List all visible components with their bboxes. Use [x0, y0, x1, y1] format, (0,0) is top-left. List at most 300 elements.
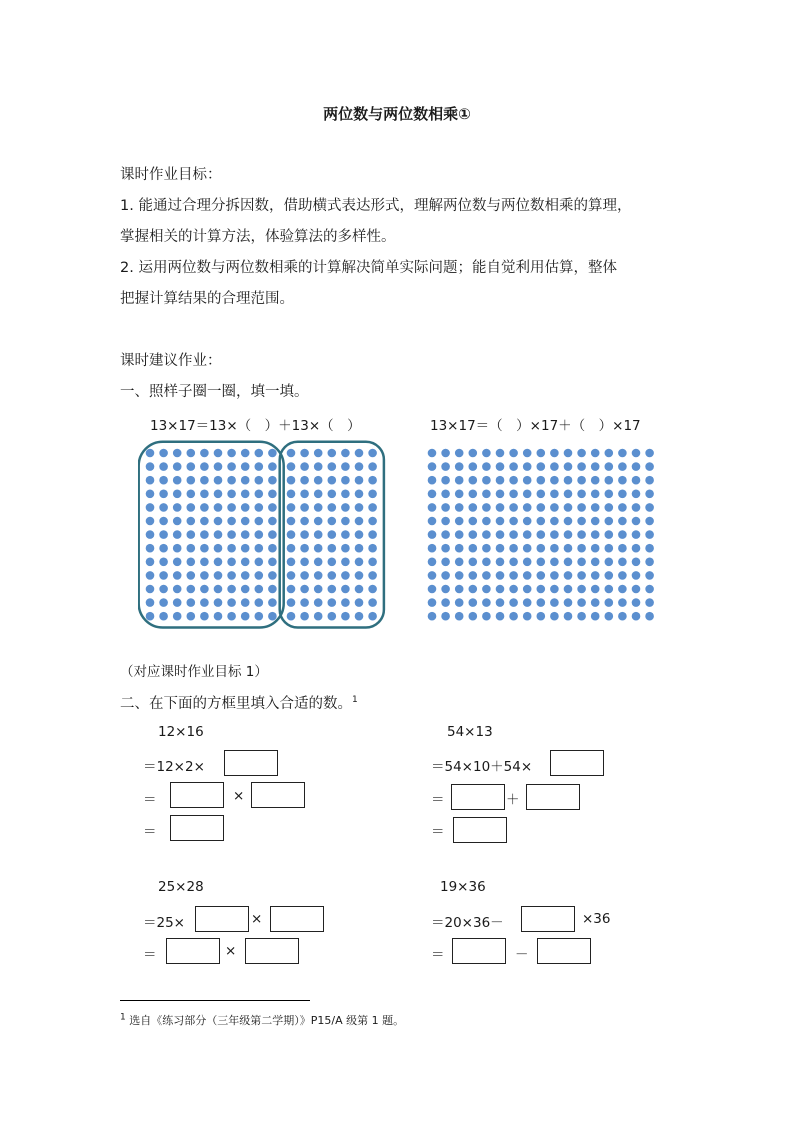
dot: [577, 449, 586, 458]
dot: [496, 544, 505, 553]
dot: [441, 476, 450, 485]
left-dot-grid: [138, 440, 394, 640]
dot: [537, 585, 546, 594]
dot: [482, 530, 491, 539]
dot: [550, 585, 559, 594]
dot: [496, 585, 505, 594]
suggested-heading: 课时建议作业：: [120, 353, 222, 369]
dot: [496, 612, 505, 621]
p4-answer-box-1[interactable]: [521, 906, 575, 932]
p2-line3-equals: ＝: [431, 824, 445, 840]
dot: [455, 544, 464, 553]
dot: [200, 449, 209, 458]
dot: [550, 517, 559, 526]
dot: [187, 517, 196, 526]
dot: [173, 490, 182, 499]
dot: [632, 517, 641, 526]
dot: [173, 585, 182, 594]
dot: [523, 544, 532, 553]
dot: [328, 612, 337, 621]
p2-line1-text: ＝54×10＋54×: [431, 759, 533, 775]
dot: [496, 558, 505, 567]
dot: [328, 476, 337, 485]
p1-line3-equals: ＝: [143, 824, 157, 840]
dot: [605, 517, 614, 526]
dot: [645, 571, 654, 580]
dot: [469, 490, 478, 499]
dot: [241, 517, 250, 526]
dot: [328, 530, 337, 539]
dot: [287, 530, 296, 539]
dot: [355, 449, 364, 458]
dot: [173, 530, 182, 539]
dot: [645, 490, 654, 499]
dot: [618, 517, 627, 526]
dot: [300, 585, 309, 594]
dot: [146, 503, 155, 512]
dot: [605, 490, 614, 499]
dot: [255, 571, 264, 580]
dot: [482, 585, 491, 594]
p4-line1-text: ＝20×36－: [431, 915, 504, 931]
dot: [605, 476, 614, 485]
dot: [287, 598, 296, 607]
dot: [173, 503, 182, 512]
footnote: [120, 1012, 404, 1028]
dot: [618, 490, 627, 499]
dot: [645, 544, 654, 553]
dot: [255, 503, 264, 512]
dot: [255, 612, 264, 621]
dot: [618, 449, 627, 458]
dot: [564, 585, 573, 594]
dot: [550, 571, 559, 580]
dot: [255, 598, 264, 607]
dot: [509, 462, 518, 471]
dot: [268, 490, 277, 499]
dot: [146, 517, 155, 526]
dot: [564, 544, 573, 553]
dot: [509, 490, 518, 499]
p1-answer-box-2[interactable]: [170, 782, 224, 808]
dot: [355, 503, 364, 512]
dot: [441, 517, 450, 526]
dot: [469, 517, 478, 526]
goals-heading: 课时作业目标：: [120, 167, 222, 183]
p3-line2-equals: ＝: [143, 947, 157, 963]
dot: [268, 558, 277, 567]
dot: [341, 598, 350, 607]
dot: [455, 585, 464, 594]
dot: [214, 517, 223, 526]
dot: [441, 462, 450, 471]
dot: [146, 462, 155, 471]
dot: [268, 449, 277, 458]
dot: [214, 544, 223, 553]
dot: [645, 517, 654, 526]
dot: [214, 571, 223, 580]
dot: [255, 544, 264, 553]
p2-answer-box-4[interactable]: [453, 817, 507, 843]
dot: [523, 598, 532, 607]
dot: [300, 517, 309, 526]
dot: [227, 571, 236, 580]
dot: [241, 544, 250, 553]
dot: [428, 490, 437, 499]
dot: [314, 449, 323, 458]
dot: [173, 558, 182, 567]
dot: [173, 612, 182, 621]
dot: [441, 503, 450, 512]
dot: [300, 490, 309, 499]
dot: [368, 517, 377, 526]
dot: [550, 449, 559, 458]
dot: [355, 476, 364, 485]
dot: [591, 503, 600, 512]
dot: [509, 544, 518, 553]
dot: [287, 612, 296, 621]
dot: [200, 490, 209, 499]
dot: [441, 585, 450, 594]
dot: [227, 517, 236, 526]
dot: [341, 476, 350, 485]
dot: [482, 571, 491, 580]
dot: [287, 449, 296, 458]
dot: [591, 530, 600, 539]
dot: [509, 449, 518, 458]
dot: [187, 503, 196, 512]
dot: [577, 585, 586, 594]
dot: [523, 503, 532, 512]
p3-answer-box-4[interactable]: [245, 938, 299, 964]
dot: [537, 517, 546, 526]
dot: [496, 530, 505, 539]
dot: [159, 558, 168, 567]
dot: [469, 476, 478, 485]
dot: [550, 462, 559, 471]
dot: [214, 558, 223, 567]
dot: [632, 571, 641, 580]
dot: [645, 476, 654, 485]
dot: [645, 530, 654, 539]
dot: [537, 476, 546, 485]
dot: [605, 612, 614, 621]
q1-left-formula: 13×17＝13×（ ）＋13×（ ）: [150, 418, 361, 434]
dot: [564, 462, 573, 471]
dot: [227, 462, 236, 471]
dot: [537, 612, 546, 621]
dot: [227, 530, 236, 539]
dot: [159, 462, 168, 471]
dot: [428, 503, 437, 512]
dot: [455, 462, 464, 471]
dot: [159, 544, 168, 553]
p3-answer-box-1[interactable]: [195, 906, 249, 932]
dot: [469, 544, 478, 553]
dot: [482, 544, 491, 553]
dot: [564, 598, 573, 607]
dot: [159, 490, 168, 499]
dot: [368, 612, 377, 621]
dot: [591, 558, 600, 567]
dot: [287, 490, 296, 499]
dot: [146, 490, 155, 499]
dot: [482, 490, 491, 499]
dot: [214, 476, 223, 485]
dot: [469, 503, 478, 512]
dot: [455, 558, 464, 567]
dot: [200, 517, 209, 526]
p1-answer-box-4[interactable]: [170, 815, 224, 841]
dot: [605, 530, 614, 539]
dot: [328, 585, 337, 594]
dot: [496, 571, 505, 580]
q2-heading: 二、在下面的方框里填入合适的数。$^1$: [120, 695, 358, 712]
dot: [355, 517, 364, 526]
dot: [159, 585, 168, 594]
dot: [618, 462, 627, 471]
dot: [469, 558, 478, 567]
dot: [591, 449, 600, 458]
dot: [455, 503, 464, 512]
dot: [523, 585, 532, 594]
dot: [214, 490, 223, 499]
dot: [241, 462, 250, 471]
dot: [146, 530, 155, 539]
dot: [355, 612, 364, 621]
dot: [564, 503, 573, 512]
dot: [564, 449, 573, 458]
dot: [428, 544, 437, 553]
dot: [368, 598, 377, 607]
p1-line2-operator: ×: [233, 788, 245, 804]
dot: [200, 585, 209, 594]
dot: [268, 530, 277, 539]
dot: [146, 449, 155, 458]
dot: [255, 558, 264, 567]
goal-line-2: 掌握相关的计算方法，体验算法的多样性。: [120, 229, 396, 245]
dot: [214, 598, 223, 607]
dot: [341, 571, 350, 580]
p2-answer-box-2[interactable]: [451, 784, 505, 810]
right-dot-grid: [420, 440, 676, 630]
dot: [227, 490, 236, 499]
dot: [632, 449, 641, 458]
dot: [300, 612, 309, 621]
dot: [300, 571, 309, 580]
dot: [200, 530, 209, 539]
dot: [214, 612, 223, 621]
dot: [428, 517, 437, 526]
dot: [187, 462, 196, 471]
dot: [564, 571, 573, 580]
p4-line2-operator: －: [515, 947, 529, 963]
dot: [618, 558, 627, 567]
dot: [268, 571, 277, 580]
dot: [482, 476, 491, 485]
dot: [482, 462, 491, 471]
dot: [368, 449, 377, 458]
dot: [300, 530, 309, 539]
dot: [441, 571, 450, 580]
p2-line2-equals: ＝: [431, 792, 445, 808]
dot: [355, 462, 364, 471]
p1-answer-box-1[interactable]: [224, 750, 278, 776]
dot: [227, 598, 236, 607]
dot: [509, 585, 518, 594]
dot: [577, 462, 586, 471]
dot: [523, 449, 532, 458]
dot: [455, 490, 464, 499]
p1-line1-text: ＝12×2×: [143, 759, 205, 775]
dot: [187, 530, 196, 539]
dot: [328, 558, 337, 567]
dot: [550, 476, 559, 485]
dot: [469, 462, 478, 471]
dot: [428, 462, 437, 471]
dot: [482, 517, 491, 526]
dot: [509, 476, 518, 485]
dot: [441, 490, 450, 499]
dot: [200, 558, 209, 567]
dot: [187, 585, 196, 594]
dot: [241, 598, 250, 607]
dot: [328, 571, 337, 580]
p3-line2-operator: ×: [225, 943, 237, 959]
dot: [214, 449, 223, 458]
dot: [523, 462, 532, 471]
dot: [591, 612, 600, 621]
dot: [455, 449, 464, 458]
dot: [537, 571, 546, 580]
dot: [287, 558, 296, 567]
dot: [268, 598, 277, 607]
dot: [605, 544, 614, 553]
q1-heading: 一、照样子圈一圈，填一填。: [120, 384, 309, 400]
dot: [241, 476, 250, 485]
dot: [537, 490, 546, 499]
p3-line1-text: ＝25×: [143, 915, 185, 931]
dot: [341, 612, 350, 621]
dot: [355, 490, 364, 499]
p2-answer-box-1[interactable]: [550, 750, 604, 776]
dot: [441, 612, 450, 621]
dot: [173, 544, 182, 553]
dot: [255, 462, 264, 471]
dot: [341, 517, 350, 526]
p4-answer-box-2[interactable]: [452, 938, 506, 964]
dot: [241, 612, 250, 621]
p4-answer-box-3[interactable]: [537, 938, 591, 964]
dot: [146, 585, 155, 594]
dot: [564, 612, 573, 621]
dot: [632, 503, 641, 512]
dot: [428, 612, 437, 621]
dot: [241, 490, 250, 499]
dot: [605, 449, 614, 458]
dot: [159, 503, 168, 512]
dot: [146, 544, 155, 553]
dot: [509, 558, 518, 567]
dot: [632, 585, 641, 594]
dot: [550, 544, 559, 553]
dot: [227, 612, 236, 621]
dot: [605, 598, 614, 607]
dot: [469, 449, 478, 458]
dot: [159, 530, 168, 539]
dot: [523, 571, 532, 580]
dot: [255, 490, 264, 499]
dot: [268, 476, 277, 485]
goal-line-1: 1. 能通过合理分拆因数，借助横式表达形式，理解两位数与两位数相乘的算理，: [120, 198, 632, 214]
p4-expression: 19×36: [440, 879, 486, 895]
dot: [632, 490, 641, 499]
dot: [605, 558, 614, 567]
dot: [146, 476, 155, 485]
dot: [523, 517, 532, 526]
goal-line-4: 把握计算结果的合理范围。: [120, 291, 294, 307]
dot: [496, 598, 505, 607]
dot: [341, 585, 350, 594]
dot: [455, 612, 464, 621]
dot: [173, 449, 182, 458]
dot: [632, 476, 641, 485]
dot: [455, 517, 464, 526]
dot: [173, 598, 182, 607]
dot: [159, 517, 168, 526]
dot: [314, 612, 323, 621]
p1-expression: 12×16: [158, 724, 204, 740]
dot: [173, 476, 182, 485]
dot: [214, 503, 223, 512]
p2-line2-operator: ＋: [506, 792, 520, 808]
p3-answer-box-3[interactable]: [166, 938, 220, 964]
dot: [341, 530, 350, 539]
dot: [591, 490, 600, 499]
dot: [537, 462, 546, 471]
dot: [523, 490, 532, 499]
dot: [255, 585, 264, 594]
dot: [368, 571, 377, 580]
dot: [173, 517, 182, 526]
goal-line-3: 2. 运用两位数与两位数相乘的计算解决简单实际问题；能自觉利用估算，整体: [120, 260, 617, 276]
dot: [368, 558, 377, 567]
dot: [227, 476, 236, 485]
dot: [355, 571, 364, 580]
dot: [159, 598, 168, 607]
dot: [300, 544, 309, 553]
dot: [469, 571, 478, 580]
dot: [550, 490, 559, 499]
dot: [268, 544, 277, 553]
dot: [537, 449, 546, 458]
p1-answer-box-3[interactable]: [251, 782, 305, 808]
dot: [496, 449, 505, 458]
dot: [577, 598, 586, 607]
dot: [523, 476, 532, 485]
dot: [482, 598, 491, 607]
dot: [173, 462, 182, 471]
dot: [368, 585, 377, 594]
dot: [355, 544, 364, 553]
dot: [591, 517, 600, 526]
p2-answer-box-3[interactable]: [526, 784, 580, 810]
dot: [618, 598, 627, 607]
p3-answer-box-2[interactable]: [270, 906, 324, 932]
dot: [645, 503, 654, 512]
p4-line1-suffix: ×36: [582, 911, 611, 927]
p3-line1-operator: ×: [251, 911, 263, 927]
